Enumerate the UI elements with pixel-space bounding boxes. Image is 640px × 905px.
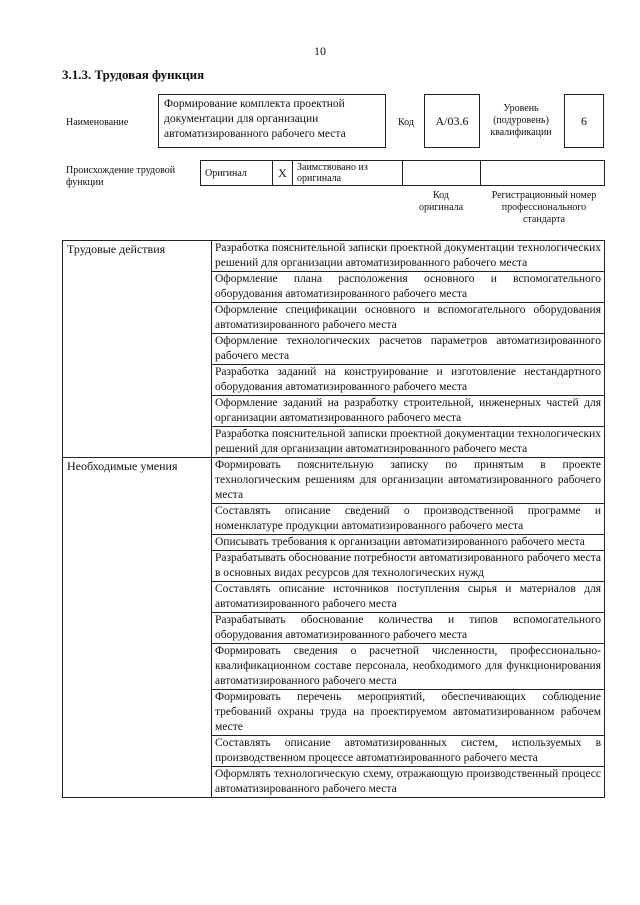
- table-item-cell: Составлять описание автоматизированных систем, используемых в производственном процессе автоматизированного рабочего места: [212, 736, 605, 767]
- code-original-label: Код оригинала: [418, 190, 464, 213]
- name-label: Наименование: [66, 117, 129, 128]
- table-item-cell: Составлять описание источников поступления сырья и материалов для автоматизированного рабочего места: [212, 582, 605, 613]
- table-item-cell: Разработка пояснительной записки проектной документации технологических решений для организации автоматизированного рабочего места: [212, 241, 605, 272]
- reg-number-cell: [481, 161, 604, 185]
- page-number: 10: [314, 44, 326, 58]
- code-label: Код: [398, 117, 414, 128]
- table-row: [63, 241, 605, 272]
- table-item-cell: Разрабатывать обоснование количества и типов вспомогательного оборудования автоматизированного рабочего места: [212, 613, 605, 644]
- origin-label: Происхождение трудовой функции: [66, 165, 176, 188]
- table-item-cell: Разрабатывать обоснование потребности автоматизированного рабочего места в основных видах ресурсов для технологических нужд: [212, 551, 605, 582]
- table-item-cell: Оформление плана расположения основного и вспомогательного оборудования автоматизированного рабочего места: [212, 272, 605, 303]
- section-title-cell: Необходимые умения: [63, 458, 212, 798]
- table-item-cell: Оформлять технологическую схему, отражающую производственный процесс автоматизированного рабочего места: [212, 767, 605, 798]
- labor-function-table: [62, 240, 605, 798]
- table-item-cell: Оформление технологических расчетов параметров автоматизированного рабочего места: [212, 334, 605, 365]
- reg-number-label: Регистрационный номер профессионального стандарта: [491, 190, 597, 225]
- section-title: 3.1.3. Трудовая функция: [62, 67, 205, 82]
- table-item-cell: Формировать пояснительную записку по принятым в проекте технологическим решениям для организации автоматизированного рабочего места: [212, 458, 605, 504]
- table-item-cell: Описывать требования к организации автоматизированного рабочего места: [212, 535, 605, 551]
- borrowed-label: Заимствовано из оригинала: [293, 161, 403, 185]
- function-name-box: Формирование комплекта проектной документации для организации автоматизированного рабочего места: [158, 94, 386, 148]
- table-item-cell: Формировать сведения о расчетной численности, профессионально-квалификационном составе персонала, необходимого для функционирования автоматизированного рабочего места: [212, 644, 605, 690]
- section-title-cell: Трудовые действия: [63, 241, 212, 458]
- original-label: Оригинал: [201, 161, 273, 185]
- level-label: Уровень (подуровень) квалификации: [490, 103, 552, 138]
- origin-row: [200, 160, 605, 186]
- original-mark: X: [273, 161, 293, 185]
- table-item-cell: Оформление заданий на разработку строительной, инженерных частей для организации автоматизированного рабочего места: [212, 396, 605, 427]
- table-item-cell: Составлять описание сведений о производственной программе и номенклатуре продукции автоматизированного рабочего места: [212, 504, 605, 535]
- table-item-cell: Формировать перечень мероприятий, обеспечивающих соблюдение требований охраны труда на проектируемом автоматизированном рабочем месте: [212, 690, 605, 736]
- code-value-box: А/03.6: [424, 94, 480, 148]
- code-original-cell: [403, 161, 481, 185]
- table-item-cell: Разработка заданий на конструирование и изготовление нестандартного оборудования автоматизированного рабочего места: [212, 365, 605, 396]
- table-row: [63, 458, 605, 504]
- level-value-box: 6: [564, 94, 604, 148]
- table-item-cell: Разработка пояснительной записки проектной документации технологических решений для организации автоматизированного рабочего места: [212, 427, 605, 458]
- table-item-cell: Оформление спецификации основного и вспомогательного оборудования автоматизированного рабочего места: [212, 303, 605, 334]
